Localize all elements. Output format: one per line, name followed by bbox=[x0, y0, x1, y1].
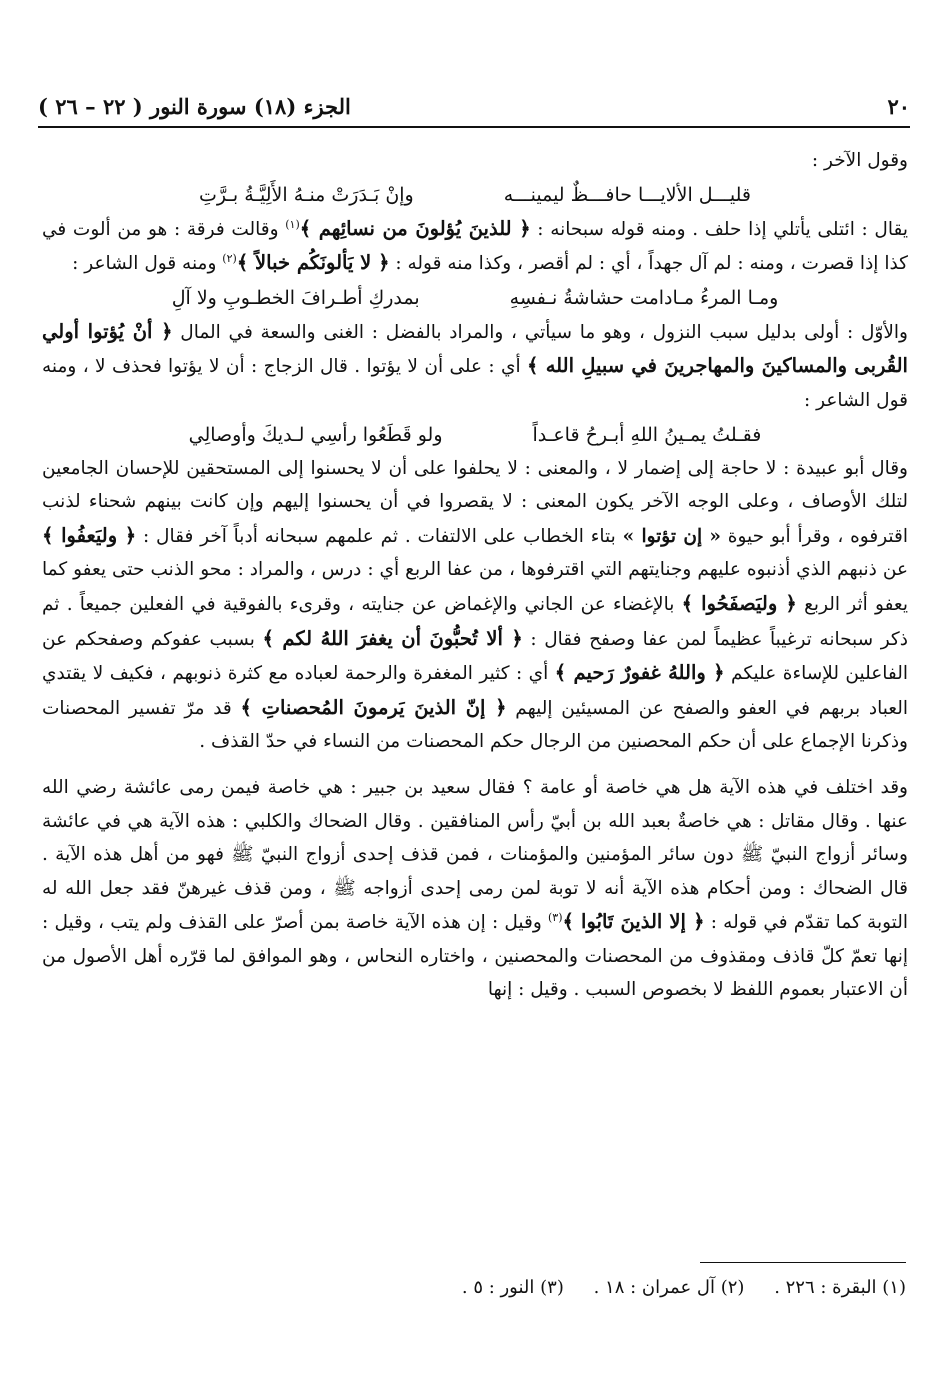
verse-hemistich-second: ولو قَطَعُوا رأسِي لـديكَ وأوصالِي bbox=[188, 423, 443, 446]
verse-hemistich-first: ومـا المرءُ مـادامت حشاشةُ نـفسِهِ bbox=[509, 286, 779, 309]
paragraph-3 bbox=[42, 315, 908, 418]
verse-hemistich-second: وإنْ بَـدَرَتْ منـهُ الأَلِيَّـةُ بـرَّتِ bbox=[199, 183, 414, 206]
qiraah-quote: « إن تؤتوا » bbox=[622, 525, 721, 547]
text-run: وقالت فرقة : هو من ألوت في كذا إذا قصرت ، ومنه : لم آل جهداً ، أي : لم أقصر ، وكذا منه قوله : bbox=[42, 218, 908, 275]
verse-hemistich-first: فقـلتُ يمـينُ اللهِ أبـرحُ قاعـداً bbox=[532, 423, 762, 446]
text-run: بالإغضاء عن الجاني والإغماض عن جنايته ، وقرىء بالفوقية في الفعلين جميعاً . ثم ذكر سبحانه ترغيباً عظيماً لمن عفا وصفح فقال : bbox=[42, 593, 908, 650]
poetry-verse-2 bbox=[42, 281, 908, 315]
page-number: ٢٠ bbox=[887, 93, 910, 119]
footnote-2: (٢) آل عمران : ١٨ . bbox=[593, 1277, 745, 1298]
quran-quote: ﴿ وليَعفُوا ﴾ bbox=[42, 523, 137, 547]
quran-quote: ﴿ ألا تُحبُّونَ أن يغفرَ اللهُ لكم ﴾ bbox=[262, 626, 523, 650]
text-run: وقيل : إن هذه الآية خاصة بمن أصرّ على القذف ولم يتب ، وقيل : إنها تعمّ كلّ قاذف ومقذوف من المحصنات والمحصنين ، واختاره النحاس ، وهو الموافق لما قرّره أهل الأصول من أن الاعتبار بعموم اللفظ لا بخصوص السبب . وقيل : إنها bbox=[42, 912, 908, 1001]
paragraph-5 bbox=[42, 771, 908, 1007]
footnote-3: (٣) النور : ٥ . bbox=[461, 1277, 564, 1298]
text-run: ومنه قول الشاعر : bbox=[72, 253, 217, 275]
text-run: بتاء الخطاب على الالتفات . ثم علمهم سبحانه أدباً آخر فقال : bbox=[143, 525, 616, 547]
quran-quote: ﴿ واللهُ غفورٌ رَحيم ﴾ bbox=[554, 661, 725, 685]
paragraph-4 bbox=[42, 452, 908, 759]
quran-quote: ﴿ للذينَ يُؤلونَ من نسائِهم ﴾ bbox=[299, 216, 531, 240]
verse-hemistich-first: قليـــل الألايـــا حافـــظٌ ليمينـــه bbox=[503, 183, 751, 206]
poetry-verse-3 bbox=[42, 418, 908, 452]
paragraph-intro bbox=[42, 144, 908, 178]
text-run: وقد اختلف في هذه الآية هل هي خاصة أو عامة ؟ فقال سعيد بن جبير : هي خاصة فيمن رمى عائشة رضي الله عنها . وقال مقاتل : هي خاصةٌ بعبد الله بن أبيّ رأس المنافقين . وقال الضحاك والكلبي : هذه الآية هي في عائشة وسائر أزواج النبيّ ﷺ دون سائر المؤمنين والمؤمنات ، فمن قذف إحدى أزواج النبيّ ﷺ فهو من أهل هذه الآية . قال الضحاك : ومن أحكام هذه الآية أنه لا توبة لمن رمى إحدى أزواجه ﷺ ، ومن قذف غيرهنّ فقد جعل الله له التوبة كما تقدّم في قوله : bbox=[42, 776, 909, 934]
text-run: بسبب عفوكم وصفحكم عن الفاعلين للإساءة عليكم bbox=[42, 628, 908, 685]
quran-quote: ﴿ أنْ يُؤتوا أولي القُربى والمساكينَ والمهاجرينَ في سبيلِ الله ﴾ bbox=[42, 319, 908, 378]
main-text bbox=[42, 144, 908, 1007]
verse-hemistich-second: بمدركِ أطـرافَ الخطـوبِ ولا آلِ bbox=[171, 286, 420, 309]
poetry-verse-1 bbox=[42, 178, 908, 212]
quran-quote: ﴿ إنّ الذينَ يَرمونَ المُحصناتِ ﴾ bbox=[240, 695, 507, 719]
quran-quote: ﴿ إلا الذينَ تَابُوا ﴾ bbox=[562, 910, 705, 934]
text-run: أي : كثير المغفرة والرحمة لعباده مع كثرة ذنوبهم ، فكيف لا يقتدي العباد بربهم في العفو والصفح عن المسيئين إليهم bbox=[42, 663, 909, 719]
text-run: وقال أبو عبيدة : لا حاجة إلى إضمار لا ، والمعنى : لا يحلفوا على أن لا يحسنوا إلى المستحقين للإحسان الجامعين لتلك الأوصاف ، وعلى الوجه الآخر يكون المعنى : لا يقصروا في أن يحسنوا إليهم وإن كانت بينهم شحناء لذنب اقترفوه ، وقرأ أبو حيوة bbox=[42, 457, 908, 547]
footnote-marker: (١) bbox=[285, 217, 300, 231]
footnote-1: (١) البقرة : ٢٢٦ . bbox=[774, 1277, 906, 1298]
header-divider bbox=[38, 126, 910, 128]
text-run: عن ذنبهم الذي أذنبوه عليهم وجنايتهم التي اقترفوها ، من عفا الربع أي : درس ، والمراد : محو الذنب حتى يعفو كما يعفو أثر الربع bbox=[42, 559, 908, 615]
footnote-marker: (٣) bbox=[548, 911, 563, 925]
paragraph-2 bbox=[42, 212, 908, 281]
footnotes bbox=[42, 1272, 906, 1304]
quran-quote: ﴿ لا يَألونَكُم خبالاً ﴾ bbox=[236, 251, 390, 275]
quran-quote: ﴿ وليَصفَحُوا ﴾ bbox=[681, 591, 797, 615]
text-run: قد مرّ تفسير المحصنات وذكرنا الإجماع على أن حكم المحصنين من الرجال حكم المحصنات من النساء في حدّ القذف . bbox=[42, 697, 908, 753]
running-title: الجزء (١٨) سورة النور ( ٢٢ – ٢٦ ) bbox=[38, 93, 351, 119]
text-run: أي : على أن لا يؤتوا . قال الزجاج : أن لا يؤتوا فحذف لا ، ومنه قول الشاعر : bbox=[42, 356, 908, 411]
paragraph-spacer bbox=[42, 759, 908, 771]
text-run: وقول الآخر : bbox=[811, 150, 908, 171]
page-header bbox=[38, 88, 910, 124]
text-run: والأوّل : أولى بدليل سبب النزول ، وهو ما سيأتي ، والمراد بالفضل : الغنى والسعة في المال bbox=[180, 321, 908, 343]
footnote-divider bbox=[700, 1262, 906, 1263]
text-run: يقال : ائتلى يأتلي إذا حلف . ومنه قوله سبحانه : bbox=[537, 218, 908, 240]
footnote-marker: (٢) bbox=[222, 252, 237, 266]
